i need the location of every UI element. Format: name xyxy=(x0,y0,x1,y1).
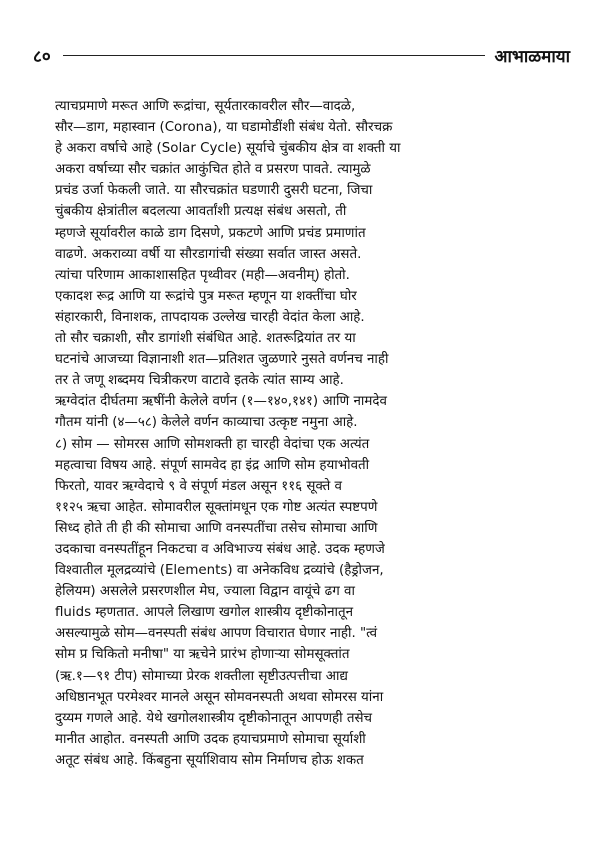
text-line-28: (ऋ.१—९१ टीप) सोमाच्या प्रेरक शक्तीला सृष्टीउत्पत्तीचा आद्य xyxy=(55,668,348,684)
text-line-27: सोम प्र चिकितो मनीषा" या ऋचेने प्रारंभ होणाऱ्या सोमसूक्तांत xyxy=(55,647,350,663)
text-line-29: अधिष्ठानभूत परमेश्वर मानले असून सोमवनस्पती अथवा सोमरस यांना xyxy=(55,689,384,705)
text-line-3: हे अकरा वर्षाचे आहे (Solar Cycle) सूर्याचे चुंबकीय क्षेत्र वा शक्ती या xyxy=(55,141,401,157)
text-line-32: अतूट संबंध आहे. किंबहुना सूर्याशिवाय सोम निर्माणच होऊ शकत xyxy=(55,752,364,768)
text-line-7: म्हणजे सूर्यावरील काळे डाग दिसणे, प्रकटणे आणि प्रचंड प्रमाणांत xyxy=(55,225,366,241)
text-line-12: तो सौर चक्राशी, सौर डागांशी संबंधित आहे. शतरूद्रियांत तर या xyxy=(55,331,356,347)
text-line-19: फिरतो, यावर ऋग्वेदाचे ९ वे संपूर्ण मंडल असून ११६ सूक्ते व xyxy=(55,478,342,494)
text-line-6: चुंबकीय क्षेत्रांतील बदलत्या आवर्तांशी प्रत्यक्ष संबंध असतो, ती xyxy=(55,204,347,220)
text-line-11: संहारकारी, विनाशक, तापदायक उल्लेख चारही वेदांत केला आहे. xyxy=(55,309,365,325)
text-line-21: सिध्द होते ती ही की सोमाचा आणि वनस्पतींचा तसेच सोमाचा आणि xyxy=(55,520,378,536)
header-rule xyxy=(63,55,485,56)
running-title: आभाळमाया xyxy=(494,46,570,67)
text-line-2: सौर—डाग, महास्वान (Corona), या घडामोडींशी संबंध येतो. सौरचक्र xyxy=(55,120,393,136)
text-line-14: तर ते जणू शब्दमय चित्रीकरण वाटावे इतके त्यांत साम्य आहे. xyxy=(55,373,344,389)
text-line-20: ११२५ ऋचा आहेत. सोमावरील सूक्तांमधून एक गोष्ट अत्यंत स्पष्टपणे xyxy=(55,499,378,515)
text-line-30: दुय्यम गणले आहे. येथे खगोलशास्त्रीय दृष्टीकोनातून आपणही तसेच xyxy=(55,710,373,726)
text-line-22: उदकाचा वनस्पतींहून निकटचा व अविभाज्य संबंध आहे. उदक म्हणजे xyxy=(55,541,385,557)
text-line-23: विश्वातील मूलद्रव्यांचे (Elements) वा अनेकविध द्रव्यांचे (हैड्रोजन, xyxy=(55,563,384,579)
text-line-26: असल्यामुळे सोम—वनस्पती संबंध आपण विचारात घेणार नाही. "त्वं xyxy=(55,626,378,642)
text-line-4: अकरा वर्षाच्या सौर चक्रांत आकुंचित होते व प्रसरण पावते. त्यामुळे xyxy=(55,162,371,178)
text-line-13: घटनांचे आजच्या विज्ञानाशी शत—प्रतिशत जुळणारे नुसते वर्णनच नाही xyxy=(55,352,389,368)
page-header xyxy=(33,42,570,68)
page-number: ८० xyxy=(33,46,51,67)
text-line-18: महत्वाचा विषय आहे. संपूर्ण सामवेद हा इंद्र आणि सोम हयाभोवती xyxy=(55,457,370,473)
text-line-31: मानीत आहोत. वनस्पती आणि उदक हयाचप्रमाणे सोमाचा सूर्याशी xyxy=(55,731,366,747)
text-line-24: हेलियम) असलेले प्रसरणशील मेघ, ज्याला विद्वान वायूंचे ढग वा xyxy=(55,584,355,600)
body-text xyxy=(55,96,570,771)
text-line-10: एकादश रूद्र आणि या रूद्रांचे पुत्र मरूत म्हणून या शक्तींचा घोर xyxy=(55,288,357,304)
text-line-16: गौतम यांनी (४—५८) केलेले वर्णन काव्याचा उत्कृष्ट नमुना आहे. xyxy=(55,415,358,431)
text-line-8: वाढणे. अकराव्या वर्षी या सौरडागांची संख्या सर्वात जास्त असते. xyxy=(55,246,362,262)
text-line-5: प्रचंड उर्जा फेकली जाते. या सौरचक्रांत घडणारी दुसरी घटना, जिचा xyxy=(55,183,373,199)
text-line-1: त्याचप्रमाणे मरूत आणि रूद्रांचा, सूर्यतारकावरील सौर—वादळे, xyxy=(55,99,356,114)
text-line-25: fluids म्हणतात. आपले लिखाण खगोल शास्त्रीय दृष्टीकोनातून xyxy=(55,605,354,621)
text-line-17-section-heading: ८) सोम — सोमरस आणि सोमशक्ती हा चारही वेदांचा एक अत्यंत xyxy=(55,436,370,452)
text-line-15: ऋग्वेदांत दीर्घतमा ऋषींनी केलेले वर्णन (१—१४०,१४१) आणि नामदेव xyxy=(55,394,387,410)
text-line-9: त्यांचा परिणाम आकाशासहित पृथ्वीवर (मही—अवनीम्) होतो. xyxy=(55,267,350,283)
